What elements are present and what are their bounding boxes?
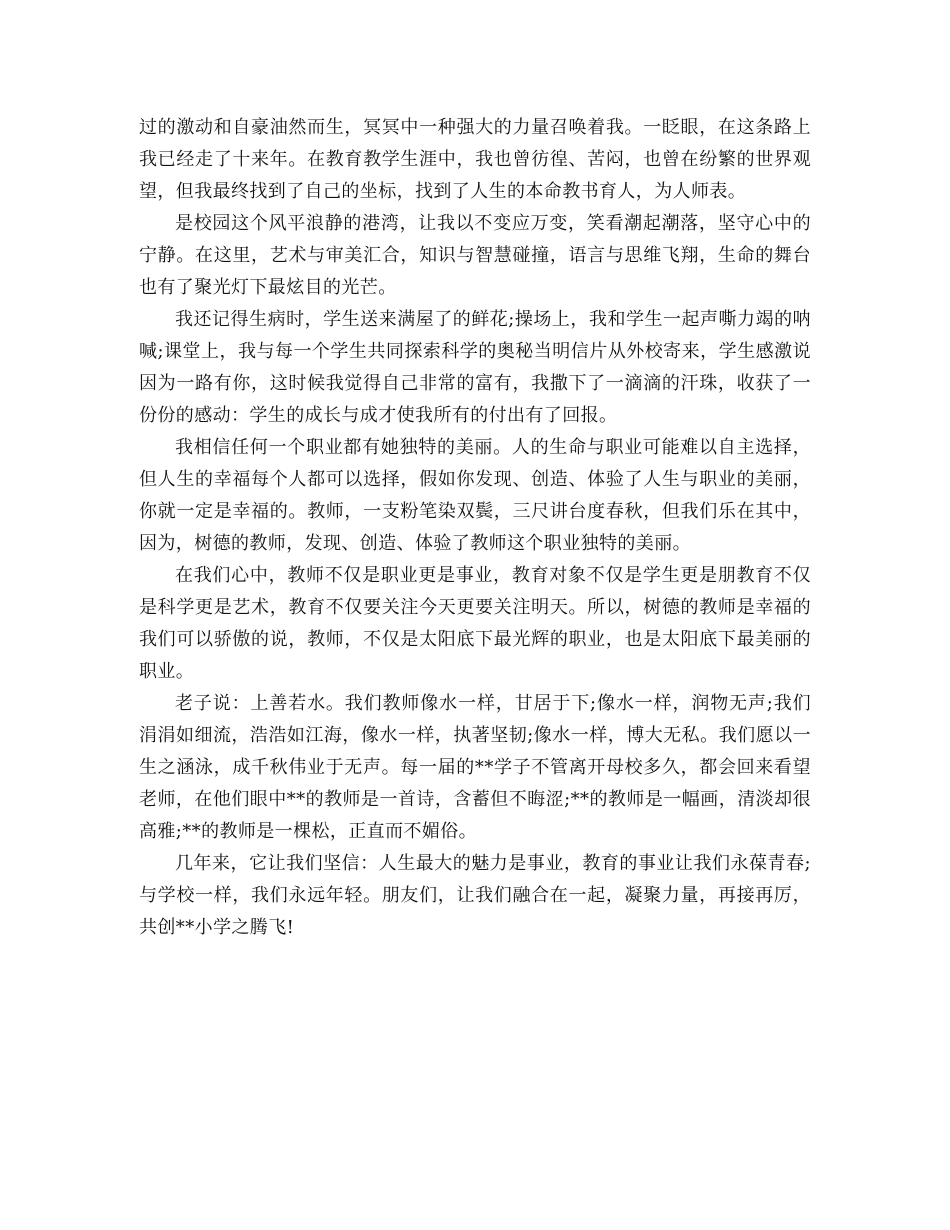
paragraph: 我相信任何一个职业都有她独特的美丽。人的生命与职业可能难以自主选择，但人生的幸福每个人都可以选择，假如你发现、创造、体验了人生与职业的美丽，你就一定是幸福的。教师，一支粉笔染双鬓，三尺讲台度春秋，但我们乐在其中，因为，树德的教师，发现、创造、体验了教师这个职业独特的美丽。 [139,437,811,554]
paragraph: 我还记得生病时，学生送来满屋了的鲜花;操场上，我和学生一起声嘶力竭的呐喊;课堂上，我与每一个学生共同探索科学的奥秘当明信片从外校寄来，学生感激说因为一路有你，这时候我觉得自己非常的富有，我撒下了一滴滴的汗珠，收获了一份份的感动：学生的成长与成才使我所有的付出有了回报。 [139,309,811,426]
paragraph: 在我们心中，教师不仅是职业更是事业，教育对象不仅是学生更是朋教育不仅是科学更是艺术，教育不仅要关注今天更要关注明天。所以，树德的教师是幸福的我们可以骄傲的说，教师，不仅是太阳底下最光辉的职业，也是太阳底下最美丽的职业。 [139,565,811,682]
paragraph: 是校园这个风平浪静的港湾，让我以不变应万变，笑看潮起潮落，坚守心中的宁静。在这里，艺术与审美汇合，知识与智慧碰撞，语言与思维飞翔，生命的舞台也有了聚光灯下最炫目的光芒。 [139,213,811,298]
paragraph: 几年来，它让我们坚信：人生最大的魅力是事业，教育的事业让我们永葆青春;与学校一样，我们永远年轻。朋友们，让我们融合在一起，凝聚力量，再接再厉，共创**小学之腾飞! [139,853,811,938]
document-body [139,112,811,944]
paragraph-continued: 过的激动和自豪油然而生，冥冥中一种强大的力量召唤着我。一眨眼，在这条路上我已经走了十来年。在教育教学生涯中，我也曾彷徨、苦闷，也曾在纷繁的世界观望，但我最终找到了自己的坐标，找到了人生的本命教书育人，为人师表。 [139,117,811,202]
paragraph: 老子说：上善若水。我们教师像水一样，甘居于下;像水一样，润物无声;我们涓涓如细流，浩浩如江海，像水一样，执著坚韧;像水一样，博大无私。我们愿以一生之涵泳，成千秋伟业于无声。每一届的**学子不管离开母校多久，都会回来看望老师，在他们眼中**的教师是一首诗，含蓄但不晦涩;**的教师是一幅画，清淡却很高雅;**的教师是一棵松，正直而不媚俗。 [139,693,811,842]
